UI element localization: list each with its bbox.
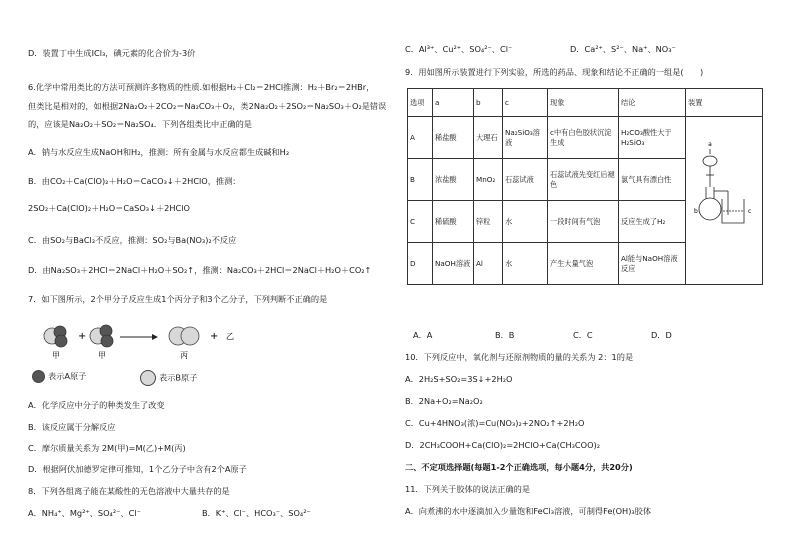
molecule-jia-1 [44,326,67,347]
table-row: D NaOH溶液 Al 水 产生大量气泡 Al能与NaOH溶液反应 [408,243,763,285]
section-heading-2: 二、不定项选择题(每题1-2个正确选项，每小题4分，共20分) [405,462,633,472]
q6-stem-line1: 6.化学中常用类比的方法可预测许多物质的性质.如根据H₂＋Cl₂＝2HCl推测：H₂＋Br₂＝2HBr， [28,82,375,92]
plus-sign-1: + [78,331,87,342]
legend-atom-b: 表示B原子 [140,370,197,386]
q8-option-b: B．K⁺、Cl⁻、HCO₃⁻、SO₄²⁻ [202,508,311,518]
q6-option-a: A．钠与水反应生成NaOH和H₂，推测：所有金属与水反应都生成碱和H₂ [28,147,290,157]
q6-option-b-line1: B．由CO₂＋Ca(ClO)₂＋H₂O＝CaCO₃↓＋2HClO，推测： [28,176,241,186]
table-header: 选项 [408,89,433,117]
q9-table [407,88,763,285]
separatory-funnel [703,149,717,187]
table-header: a [433,89,474,117]
q5-option-d: D．装置丁中生成ICl₃，碘元素的化合价为-3价 [28,48,196,58]
round-flask [699,187,728,220]
q9-option-d: D．D [651,330,672,340]
q10-option-b: B．2Na+O₂=Na₂O₂ [405,396,483,406]
q7-option-b: B．该反应属于分解反应 [28,422,116,432]
q10-option-c: C．Cu+4HNO₃(浓)=Cu(NO₃)₂+2NO₂↑+2H₂O [405,418,585,428]
q9-option-a: A．A [413,330,433,340]
apparatus-cell [686,117,763,285]
table-row: C 稀硫酸 锌粒 水 一段时间有气泡 反应生成了H₂ [408,201,763,243]
q11-stem: 11．下列关于胶体的说法正确的是 [405,484,531,494]
q9-option-b: B．B [495,330,515,340]
table-header: 装置 [686,89,763,117]
label-c: c [748,208,752,216]
apparatus-diagram [688,119,760,279]
q9-stem: 9．用如图所示装置进行下列实验，所选的药品、现象和结论不正确的一组是( ) [405,67,704,77]
label-yi: 乙 [226,332,234,341]
table-header-row [408,89,763,117]
label-jia-2: 甲 [98,351,106,360]
table-row: A 稀盐酸 大理石 Na₂SiO₃溶液 c中有白色胶状沉淀生成 H₂CO₃酸性大于H₂SiO₃ a b c [408,117,763,159]
molecule-jia-2 [90,325,113,347]
q7-stem: 7．如下图所示，2个甲分子反应生成1个丙分子和3个乙分子，下列判断不正确的是 [28,294,328,304]
q6-option-d: D．由Na₂SO₃＋2HCl＝2NaCl＋H₂O＋SO₂↑，推测：Na₂CO₃＋2HCl＝2NaCl＋H₂O＋CO₂↑ [28,265,372,275]
q6-stem-line3: 的，应该是Na₂O₂＋SO₂＝Na₂SO₄．下列各组类比中正确的是 [28,119,252,129]
label-bing: 丙 [180,351,188,360]
q6-option-c: C．由SO₂与BaCl₂不反应，推测：SO₂与Ba(NO₃)₂不反应 [28,235,237,245]
atom-b-icon [140,370,156,386]
q7-option-c: C．摩尔质量关系为 2M(甲)=M(乙)+M(丙) [28,443,186,453]
q11-option-a: A．向煮沸的水中逐滴加入少量饱和FeCl₃溶液，可制得Fe(OH)₃胶体 [405,506,652,516]
q10-option-d: D．2CH₃COOH+Ca(ClO)₂=2HClO+Ca(CH₃COO)₂ [405,440,601,450]
q8-option-d: D．Ca²⁺、S²⁻、Na⁺、NO₃⁻ [570,44,676,54]
reaction-arrowhead [152,334,158,340]
q7-option-a: A．化学反应中分子的种类发生了改变 [28,400,165,410]
plus-sign-2: + [210,331,219,342]
q8-option-a: A．NH₄⁺、Mg²⁺、SO₄²⁻、Cl⁻ [28,508,141,518]
q10-stem: 10．下列反应中，氧化剂与还原剂物质的量的关系为 2：1的是 [405,352,634,362]
q6-stem-line2: 但类比是相对的，如根据2Na₂O₂＋2CO₂＝Na₂CO₃＋O₂，类2Na₂O₂＋2SO₂＝Na₂SO₃＋O₂是错误 [28,101,387,111]
table-header: 现象 [548,89,619,117]
q6-option-b-line2: 2SO₂＋Ca(ClO)₂＋H₂O＝CaSO₃↓＋2HClO [28,203,190,213]
q7-option-d: D．根据阿伏加德罗定律可推知，1个乙分子中含有2个A原子 [28,464,247,474]
table-row: B 浓盐酸 MnO₂ 石蕊试液 石蕊试液先变红后褪色 氯气具有漂白性 [408,159,763,201]
atom-a-icon [32,370,45,383]
label-jia-1: 甲 [52,351,60,360]
label-a: a [708,141,712,149]
q8-stem: 8．下列各组离子能在某酸性的无色溶液中大量共存的是 [28,486,230,496]
table-header: 结论 [619,89,686,117]
table-header: c [503,89,548,117]
table-header: b [474,89,503,117]
molecule-bing [169,327,199,345]
legend-atom-a: 表示A原子 [32,370,86,383]
q8-option-c: C．Al³⁺、Cu²⁺、SO₄²⁻、Cl⁻ [405,44,513,54]
beaker [722,199,744,223]
q9-option-c: C．C [573,330,593,340]
label-b: b [694,208,698,216]
q10-option-a: A．2H₂S+SO₂=3S↓+2H₂O [405,374,513,384]
